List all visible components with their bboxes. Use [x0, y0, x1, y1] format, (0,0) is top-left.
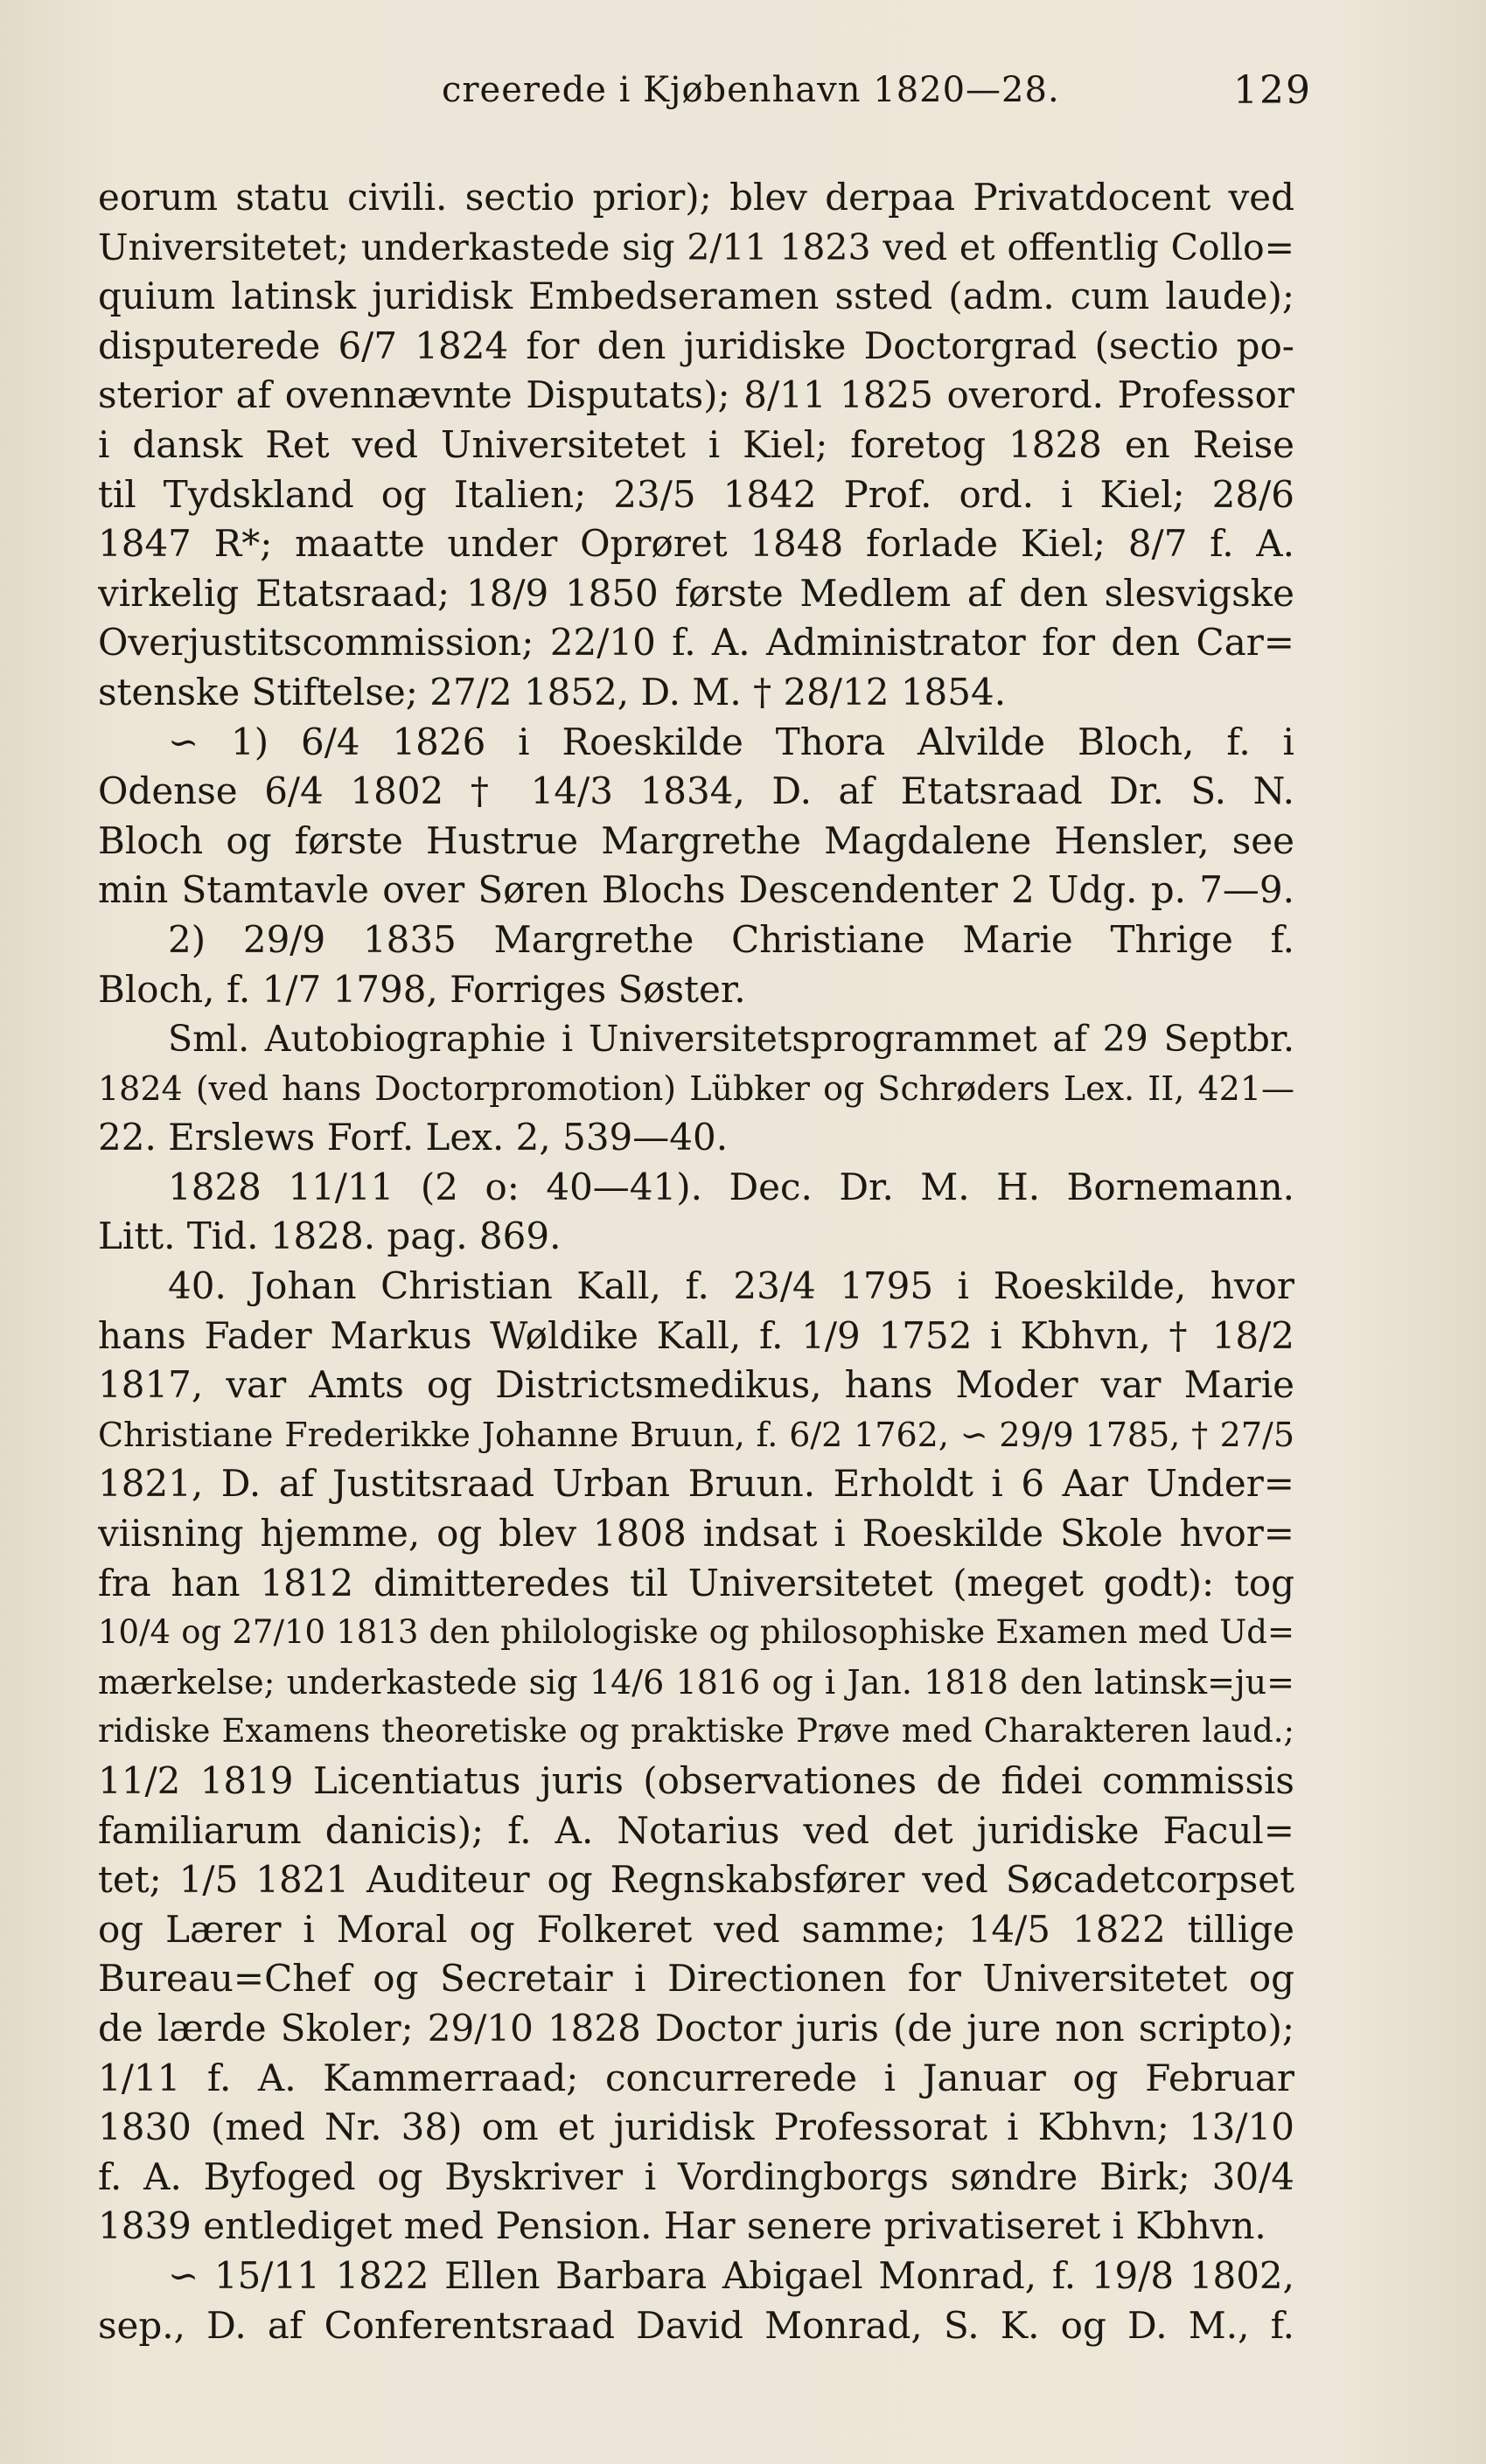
- text-line: Christiane Frederikke Johanne Bruun, f. 6/2 1762, ∽ 29/9 1785, † 27/5: [98, 1415, 1294, 1454]
- text-line: Bloch og første Hustrue Margrethe Magdalene Hensler, see: [98, 818, 1294, 862]
- running-head: [0, 63, 1486, 124]
- text-line: ∽ 15/11 1822 Ellen Barbara Abigael Monrad, f. 19/8 1802,: [168, 2253, 1294, 2297]
- text-line: tet; 1/5 1821 Auditeur og Regnskabsfører ved Søcadetcorpset: [98, 1858, 1294, 1902]
- text-line: Sml. Autobiographie i Universitetsprogrammet af 29 Septbr.: [168, 1018, 1294, 1061]
- text-line: f. A. Byfoged og Byskriver i Vordingborgs søndre Birk; 30/4: [98, 2154, 1294, 2198]
- text-line: virkelig Etatsraad; 18/9 1850 første Medlem af den slesvigske: [98, 571, 1294, 615]
- text-line: Odense 6/4 1802 † 14/3 1834, D. af Etatsraad Dr. S. N.: [98, 769, 1294, 813]
- text-line: 22. Erslews Forf. Lex. 2, 539—40.: [98, 1116, 729, 1159]
- text-line: fra han 1812 dimitteredes til Universitetet (meget godt): tog: [98, 1561, 1294, 1604]
- text-line: 1830 (med Nr. 38) om et juridisk Professorat i Kbhvn; 13/10: [98, 2106, 1294, 2149]
- entry-heading-line: 40. Johan Christian Kall, f. 23/4 1795 i Roeskilde, hvor: [168, 1264, 1294, 1308]
- text-line: 2) 29/9 1835 Margrethe Christiane Marie Thrige f.: [168, 917, 1294, 961]
- text-line: Overjustitscommission; 22/10 f. A. Administrator for den Car=: [98, 621, 1294, 665]
- text-line: 1821, D. af Justitsraad Urban Bruun. Erholdt i 6 Aar Under=: [98, 1462, 1294, 1506]
- text-line: Bureau=Chef og Secretair i Directionen for Universitetet og: [98, 1957, 1294, 2001]
- text-line: 1824 (ved hans Doctorpromotion) Lübker og Schrøders Lex. II, 421—: [98, 1068, 1294, 1108]
- text-line: 1/11 f. A. Kammerraad; concurrerede i Januar og Februar: [98, 2056, 1294, 2099]
- text-line: Universitetet; underkastede sig 2/11 1823 ved et offentlig Collo=: [98, 226, 1294, 268]
- text-line: disputerede 6/7 1824 for den juridiske Doctorgrad (sectio po-: [98, 324, 1294, 367]
- text-line: 1847 R*; maatte under Oprøret 1848 forlade Kiel; 8/7 f. A.: [98, 522, 1294, 566]
- text-line: viisning hjemme, og blev 1808 indsat i Roeskilde Skole hvor=: [98, 1512, 1294, 1556]
- running-title: creerede i Kjøbenhavn 1820—28.: [442, 70, 1060, 110]
- text-line: ridiske Examens theoretiske og praktiske Prøve med Charakteren laud.;: [98, 1712, 1294, 1751]
- text-line: familiarum danicis); f. A. Notarius ved det juridiske Facul=: [98, 1808, 1294, 1852]
- text-line: sterior af ovennævnte Disputats); 8/11 1825 overord. Professor: [98, 373, 1294, 417]
- body-text: [98, 173, 1294, 2350]
- text-line: de lærde Skoler; 29/10 1828 Doctor juris (de jure non scripto);: [98, 2006, 1294, 2050]
- text-line: eorum statu civili. sectio prior); blev derpaa Privatdocent ved: [98, 176, 1294, 219]
- text-line: 1817, var Amts og Districtsmedikus, hans Moder var Marie: [98, 1363, 1294, 1407]
- text-line: Litt. Tid. 1828. pag. 869.: [98, 1215, 562, 1258]
- text-line: quium latinsk juridisk Embedseramen ssted (adm. cum laude);: [98, 275, 1294, 318]
- page-number: 129: [1233, 68, 1312, 113]
- text-line: i dansk Ret ved Universitetet i Kiel; foretog 1828 en Reise: [98, 422, 1294, 466]
- text-line: stenske Stiftelse; 27/2 1852, D. M. † 28/12 1854.: [98, 670, 1007, 713]
- text-line: 11/2 1819 Licentiatus juris (observationes de fidei commissis: [98, 1759, 1294, 1802]
- text-line: Bloch, f. 1/7 1798, Forriges Søster.: [98, 967, 746, 1011]
- text-line: min Stamtavle over Søren Blochs Descendenter 2 Udg. p. 7—9.: [98, 868, 1294, 912]
- year-heading-line: 1828 11/11 (2 o: 40—41). Dec. Dr. M. H. Bornemann.: [168, 1165, 1294, 1208]
- text-line: 1839 entlediget med Pension. Har senere privatiseret i Kbhvn.: [98, 2204, 1266, 2248]
- text-line: sep., D. af Conferentsraad David Monrad, S. K. og D. M., f.: [98, 2303, 1294, 2347]
- text-line: hans Fader Markus Wøldike Kall, f. 1/9 1752 i Kbhvn, † 18/2: [98, 1313, 1294, 1357]
- text-line: mærkelse; underkastede sig 14/6 1816 og i Jan. 1818 den latinsk=ju=: [98, 1662, 1294, 1702]
- text-line: og Lærer i Moral og Folkeret ved samme; 14/5 1822 tillige: [98, 1907, 1294, 1951]
- text-line: 10/4 og 27/10 1813 den philologiske og philosophiske Examen med Ud=: [98, 1613, 1294, 1652]
- text-line: til Tydskland og Italien; 23/5 1842 Prof. ord. i Kiel; 28/6: [98, 472, 1294, 516]
- text-line: ∽ 1) 6/4 1826 i Roeskilde Thora Alvilde Bloch, f. i: [168, 720, 1294, 763]
